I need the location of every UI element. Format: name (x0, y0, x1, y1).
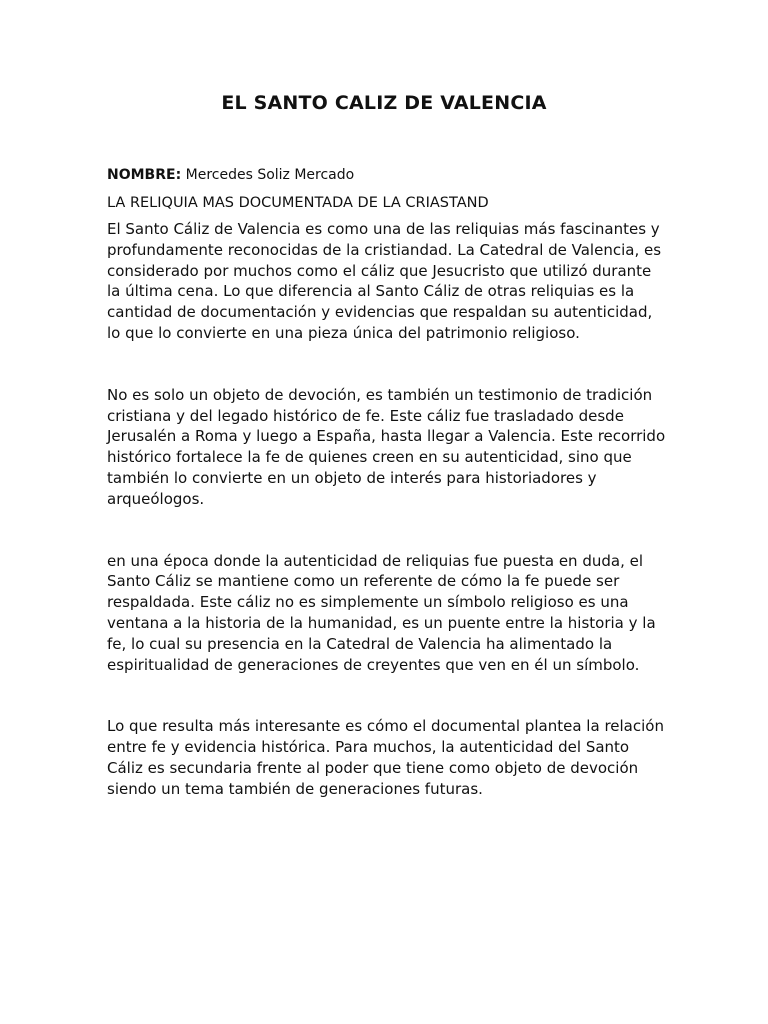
paragraph-1: El Santo Cáliz de Valencia es como una de las reliquias más fascinantes y profundamente reconocidas de la cristiandad. La Catedral de Valencia, es considerado por muchos como el cáliz que Jesucristo que utilizó durante la última cena. Lo que diferencia al Santo Cáliz de otras reliquias es la cantidad de documentación y evidencias que respaldan su autenticidad, lo que lo convierte en una pieza única del patrimonio religioso. (107, 220, 662, 342)
author-label: NOMBRE: (107, 167, 182, 183)
document-title: EL SANTO CALIZ DE VALENCIA (221, 92, 547, 114)
paragraph-2: No es solo un objeto de devoción, es también un testimonio de tradición cristiana y del legado histórico de fe. Este cáliz fue trasladado desde Jerusalén a Roma y luego a España, hasta llegar a Valencia. Este recorrido histórico fortalece la fe de quienes creen en su autenticidad, sino que también lo convierte en un objeto de interés para historiadores y arqueólogos. (107, 385, 666, 508)
document-subtitle: LA RELIQUIA MAS DOCUMENTADA DE LA CRIASTAND (107, 195, 489, 211)
author-name: Mercedes Soliz Mercado (181, 167, 355, 183)
author-line (107, 165, 667, 185)
document-body (107, 165, 667, 800)
paragraph-3: en una época donde la autenticidad de reliquias fue puesta en duda, el Santo Cáliz se mantiene como un referente de cómo la fe puede ser respaldada. Este cáliz no es simplemente un símbolo religioso es una ventana a la historia de la humanidad, es un puente entre la historia y la fe, lo cual su presencia en la Catedral de Valencia ha alimentado la espiritualidad de generaciones de creyentes que ven en él un símbolo. (107, 551, 656, 674)
paragraph-4: Lo que resulta más interesante es cómo el documental plantea la relación entre fe y evidencia histórica. Para muchos, la autenticidad del Santo Cáliz es secundaria frente al poder que tiene como objeto de devoción siendo un tema también de generaciones futuras. (107, 717, 664, 798)
